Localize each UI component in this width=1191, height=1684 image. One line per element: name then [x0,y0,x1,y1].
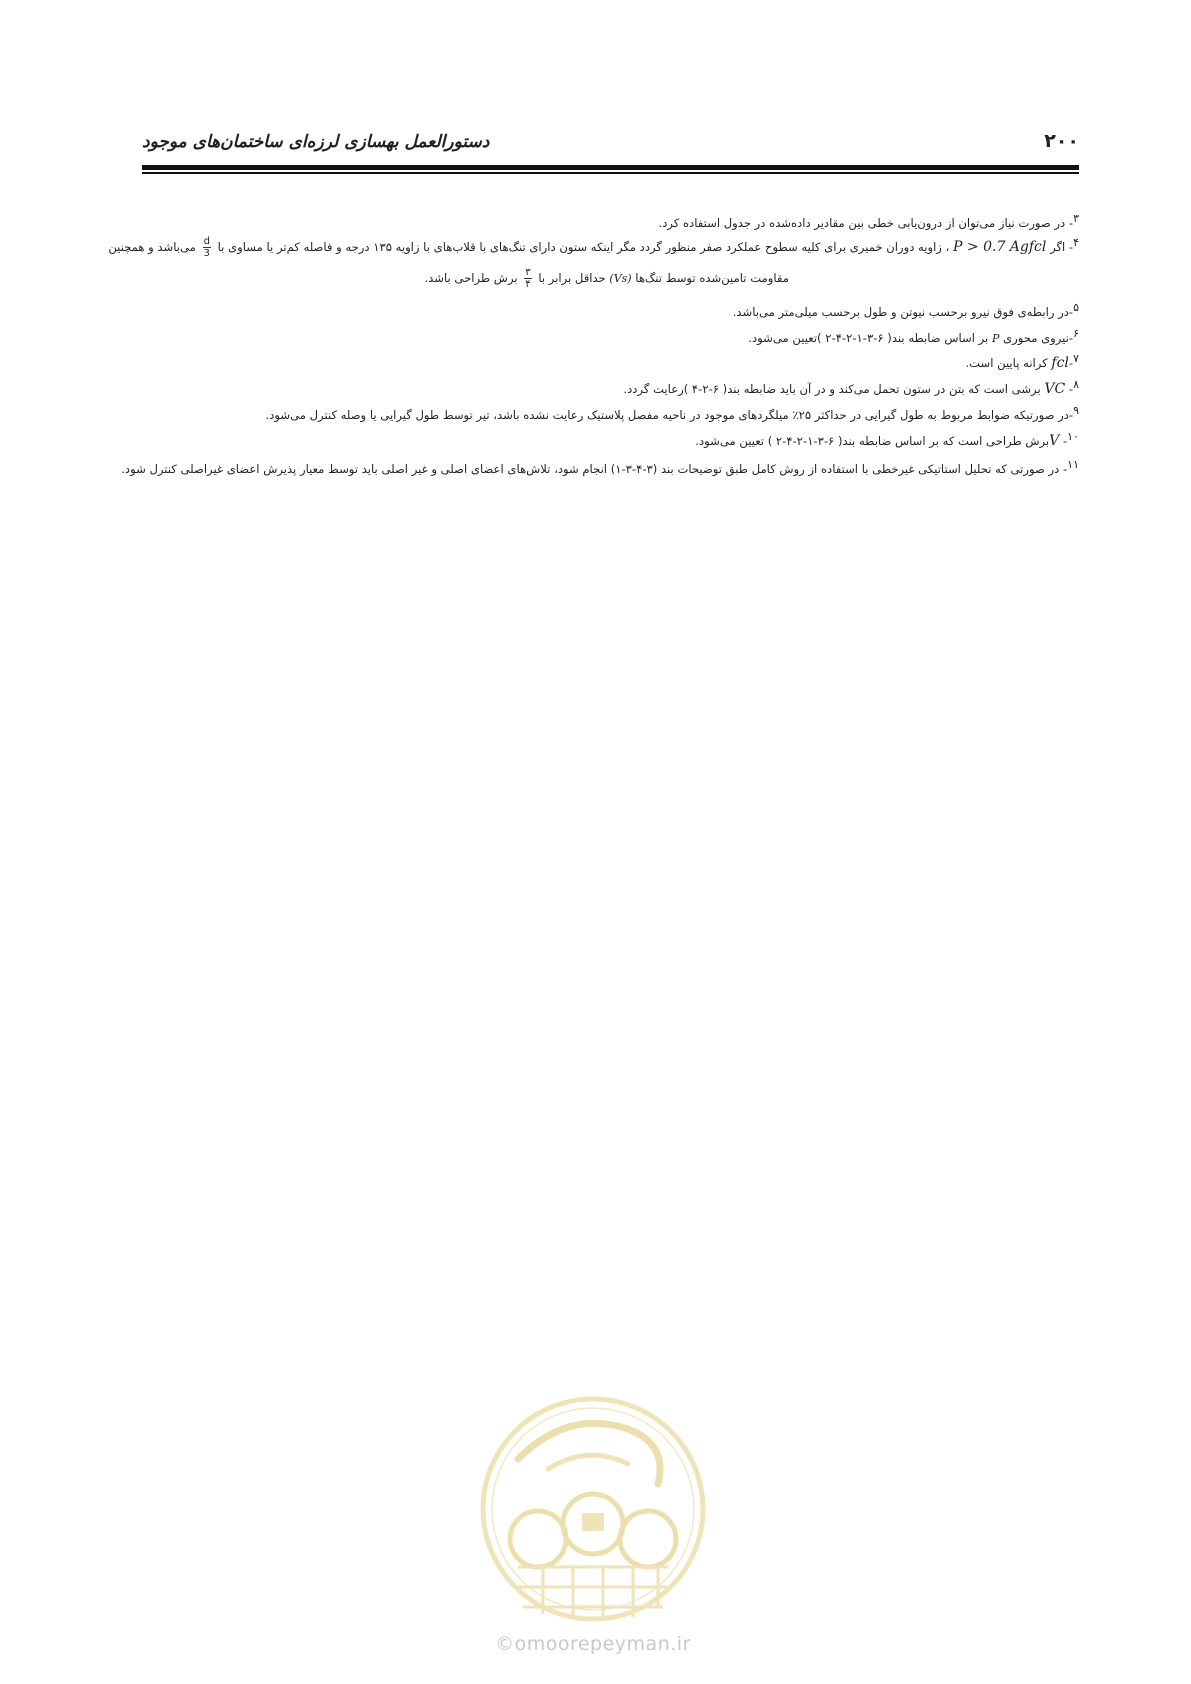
note-5: $^۵$-در رابطه‌ی فوق نیرو برحسب نیوتن و طول برحسب میلی‌متر می‌باشد. [732,301,1079,319]
header-rule-thin [142,172,1079,174]
note-4-continued: مقاومت تامین‌شده توسط تنگ‌ها (Vs) حداقل برابر با $\frac{۳}{۴}$ برش طراحی باشد. [424,267,789,290]
symbol-fcl: fcl [1051,354,1069,371]
note-4: $^۴$- اگر P > 0.7 Agfcl ، زاویه دوران خمیری برای کلیه سطوح عملکرد صفر منظور گردد مگر اینکه ستون دارای تنگ‌های با قلاب‌های با زاویه ۱۳۵ درجه و فاصله کم‌تر یا مساوی با $\frac{d}{3}$ می‌باشد و همچنین [108,236,1079,259]
note-9: $^۹$-در صورتیکه ضوابط مربوط به طول گیرایی در حداکثر ۲۵٪ میلگردهای موجود در ناحیه مفصل پلاستیک رعایت نشده باشد، تیر توسط طول گیرایی یا وصله کنترل می‌شود. [265,404,1079,422]
fraction-d-over-3: $\frac{d}{3}$ [203,236,210,259]
note-7: $^۷$-fcl کرانه پایین است. [965,352,1079,371]
symbol-v: V [1049,432,1060,449]
fraction-3-over-4: $\frac{۳}{۴}$ [525,267,531,290]
watermark-seal-icon [478,1389,708,1629]
watermark-logo [478,1389,708,1659]
note-3: $^۳$- در صورت نیاز می‌توان از درون‌یابی خطی بین مقادیر داده‌شده در جدول استفاده کرد. [658,212,1079,230]
book-title: دستورالعمل بهسازی لرزه‌ای ساختمان‌های موجود [142,132,490,152]
watermark-url: ©omoorepeyman.ir [495,1633,691,1655]
note-6: $^۶$-نیروی محوری P بر اساس ضابطه بند( ۶-۳-۱-۲-۴-۲ )تعیین می‌شود. [748,327,1079,345]
note-11: $^{۱۱}$- در صورتی که تحلیل استاتیکی غیرخطی با استفاده از روش کامل طبق توضیحات بند (۳-۴-۳-۱) انجام شود، تلاش‌های اعضای اصلی و غیر اصلی باید توسط معیار پذیرش اعضای غیراصلی کنترل شود. [121,458,1079,476]
note-8: $^۸$- VC برشی است که بتن در ستون تحمل می‌کند و در آن باید ضابطه بند( ۶-۲-۴ )رعایت گردد. [623,378,1079,397]
symbol-p: P [991,331,1000,345]
header-rule-thick [142,165,1079,170]
copyright-icon: © [495,1633,515,1655]
page-number: ۲۰۰ [1044,130,1079,152]
note-10: $^{۱۰}$- Vبرش طراحی است که بر اساس ضابطه بند( ۶-۳-۱-۲-۴-۲ ) تعیین می‌شود. [695,430,1079,449]
formula-p-gt: P > 0.7 Agfcl [953,239,1047,255]
symbol-vc: VC [1044,380,1066,397]
symbol-vs: (Vs) [609,272,632,285]
